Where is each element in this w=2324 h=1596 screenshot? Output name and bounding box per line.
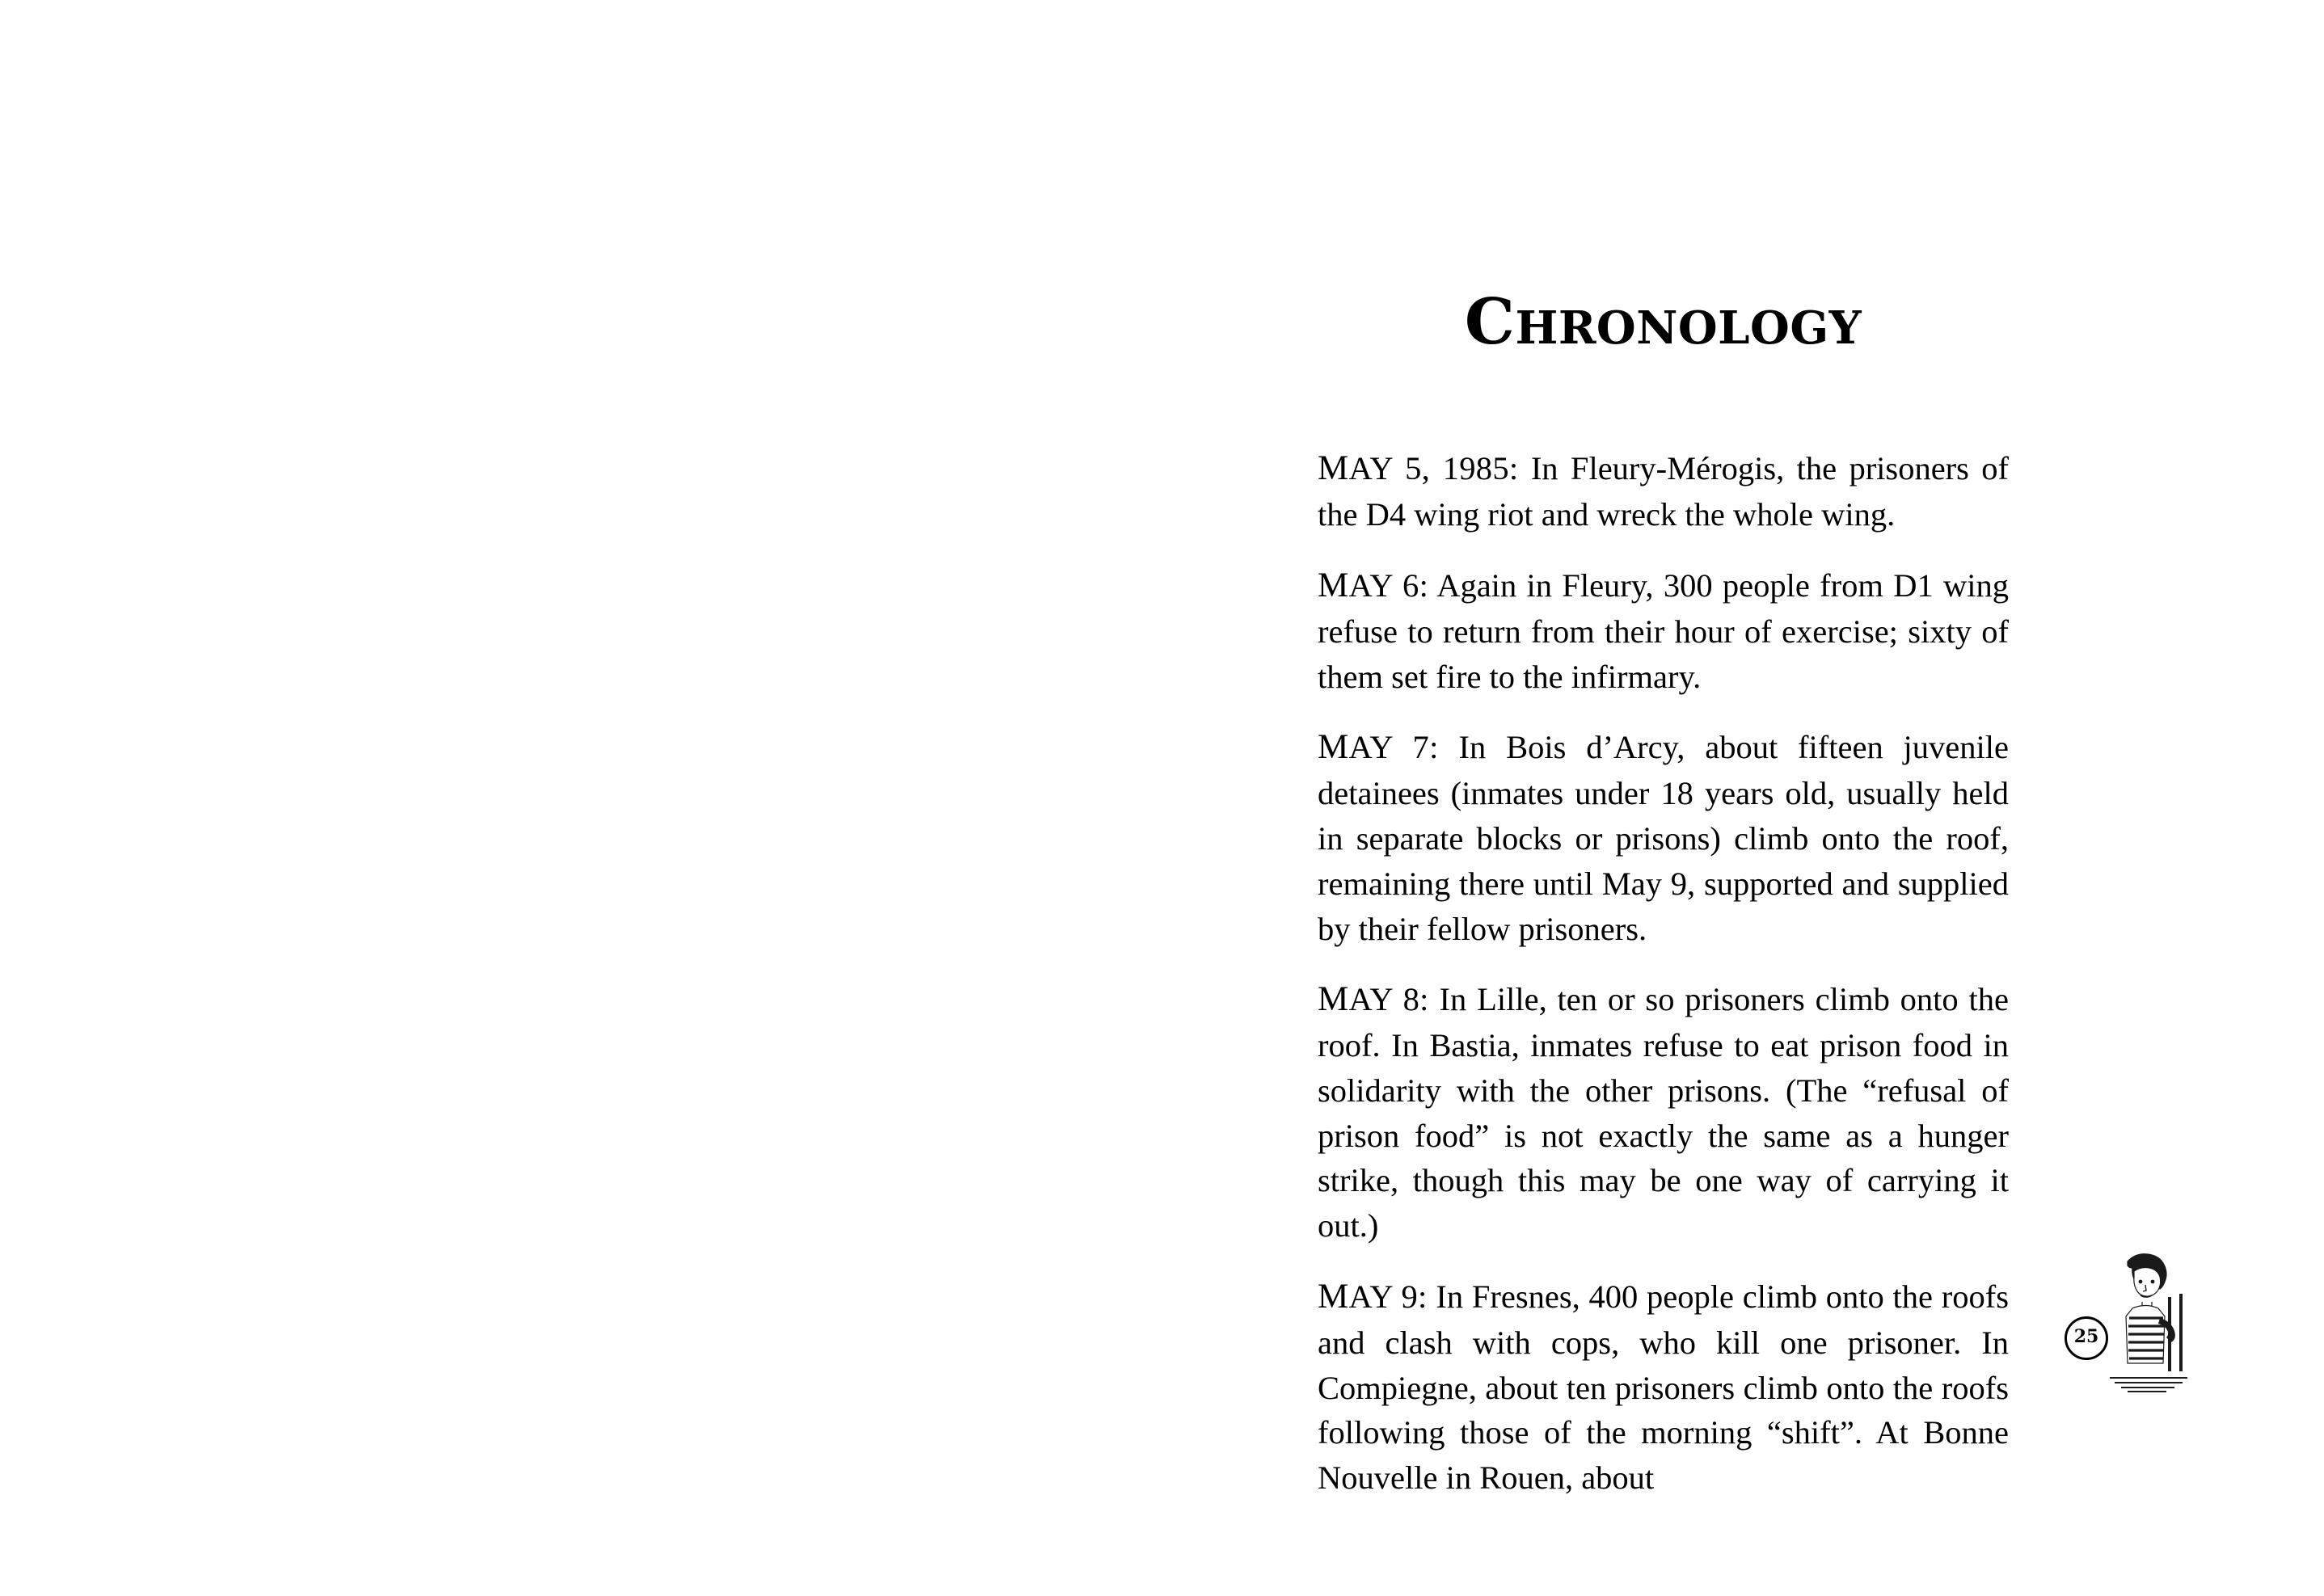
entry-body: In Fleury-Mérogis, the prisoners of the D4 wing riot and wreck the whole wing. xyxy=(1318,450,2010,533)
entry-date-label xyxy=(1318,729,1439,765)
chronology-entry xyxy=(1318,975,2009,1249)
text-column xyxy=(1318,285,2010,1501)
entry-date-initial: M xyxy=(1318,728,1349,767)
chronology-entry xyxy=(1318,1273,2009,1501)
entry-body: In Fresnes, 400 people climb onto the roofs and clash with cops, who kill one prisoner. In Compiegne, about ten prisoners climb onto the roofs following those of the morning “shift”. At Bonne Nouvelle in Rouen, about xyxy=(1318,1278,2009,1496)
page-title xyxy=(1318,285,2009,359)
entry-body: Again in Fleury, 300 people from D1 wing refuse to return from their hour of exercise; sixty of them set fire to the infirmary. xyxy=(1318,566,2010,695)
entry-date-rest: AY 7: xyxy=(1348,729,1439,766)
entry-date-label xyxy=(1318,450,1518,486)
prisoner-illustration-icon xyxy=(2086,1249,2207,1394)
entry-date-label xyxy=(1318,1278,1428,1315)
entry-date-initial: M xyxy=(1318,449,1349,487)
chronology-entry xyxy=(1318,723,2009,951)
entry-date-rest: AY 6: xyxy=(1348,566,1429,604)
entry-body: In Lille, ten or so prisoners climb onto the roof. In Bastia, inmates refuse to eat prison food in solidarity with the other prisons. (The “refusal of prison food” is not exactly the same as a hunger strike, though this may be one way of carrying it out.) xyxy=(1318,981,2009,1244)
entry-date-label xyxy=(1318,981,1429,1017)
entry-date-label xyxy=(1318,567,1428,604)
entry-date-initial: M xyxy=(1318,566,1349,604)
chronology-entry xyxy=(1318,562,2009,700)
page-title-initial: C xyxy=(1464,285,1516,359)
chronology-entry xyxy=(1318,444,2009,537)
entry-body: In Bois d’Arcy, about fifteen juvenile detainees (inmates under 18 years old, usually held in separate blocks or prisons) climb onto the roof, remaining there until May 9, supported and supplied by their fellow prisoners. xyxy=(1318,729,2010,947)
entry-date-rest: AY 9: xyxy=(1348,1278,1428,1315)
folio-group xyxy=(2053,1249,2215,1402)
page-number: 25 xyxy=(2065,1316,2108,1360)
entry-date-rest: AY 8: xyxy=(1348,981,1429,1018)
entry-date-initial: M xyxy=(1318,980,1349,1019)
page-title-rest: HRONOLOGY xyxy=(1515,301,1862,355)
entry-date-initial: M xyxy=(1318,1277,1349,1316)
entry-date-rest: AY 5, 1985: xyxy=(1348,450,1519,486)
